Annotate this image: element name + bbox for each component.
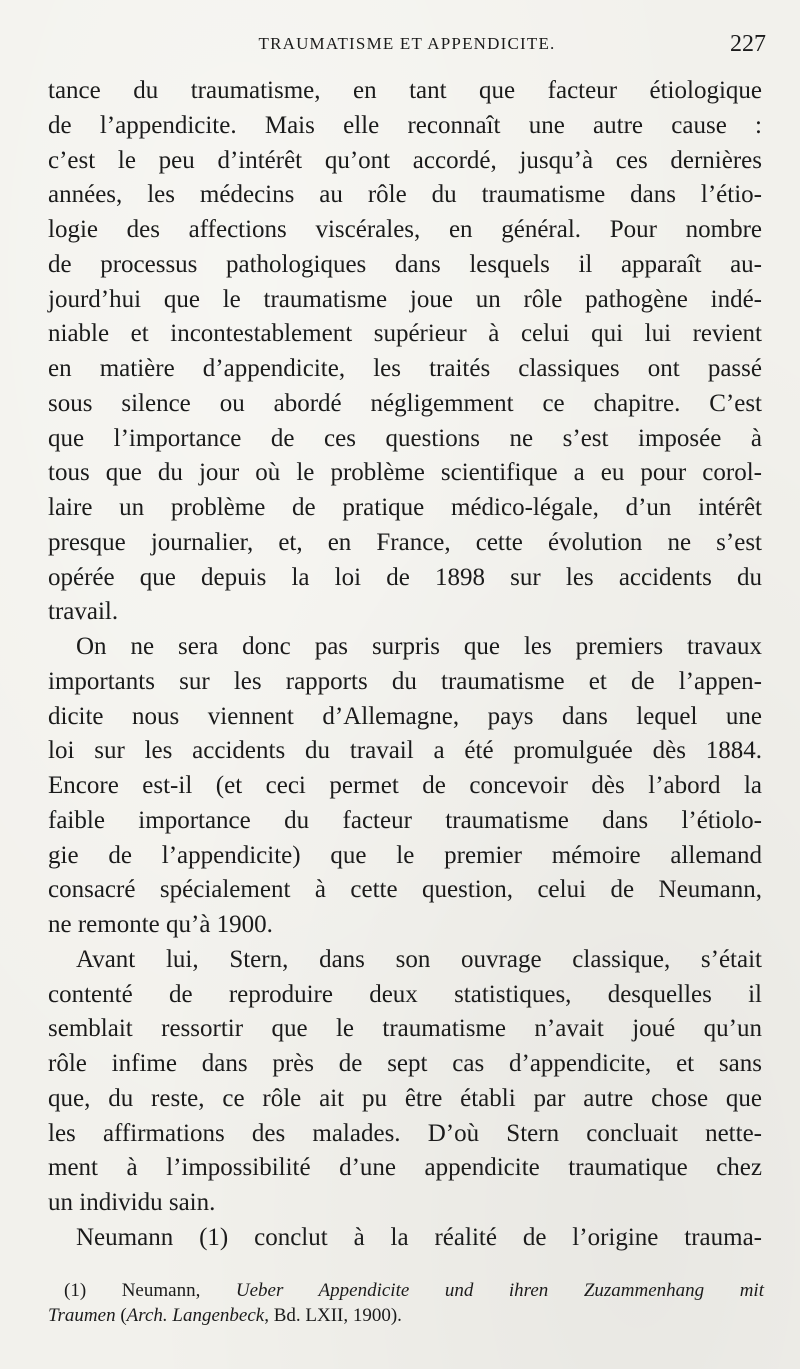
text-line: sous silence ou abordé négligemment ce chapitre. C’est bbox=[48, 389, 762, 417]
text-line: contenté de reproduire deux statistiques, desquelles il bbox=[48, 980, 762, 1008]
text-line: opérée que depuis la loi de 1898 sur les accidents du bbox=[48, 563, 762, 591]
text-line: Avant lui, Stern, dans son ouvrage classique, s’était bbox=[76, 945, 762, 973]
text-line: que l’importance de ces questions ne s’est imposée à bbox=[48, 424, 762, 452]
text-line: tous que du jour où le problème scientifique a eu pour corol- bbox=[48, 459, 762, 487]
text-line: que, du reste, ce rôle ait pu être établi par autre chose que bbox=[48, 1084, 762, 1112]
text-line: consacré spécialement à cette question, celui de Neumann, bbox=[48, 876, 762, 904]
footnote-text: , Bd. LXII, 1900). bbox=[264, 1305, 402, 1326]
footnote-title: Ueber Appendicite und ihren Zuzammenhang mit bbox=[235, 1280, 764, 1301]
text-line: Encore est-il (et ceci permet de concevoir dès l’abord la bbox=[48, 772, 762, 799]
text-line: niable et incontestablement supérieur à celui qui lui revient bbox=[48, 320, 762, 348]
text-line: un individu sain. bbox=[48, 1189, 216, 1216]
text-line: les affirmations des malades. D’où Stern concluait nette- bbox=[48, 1119, 762, 1147]
footnote-line bbox=[64, 1278, 764, 1303]
text-line: presque journalier, et, en France, cette évolution ne s’est bbox=[48, 528, 762, 556]
text-line: c’est le peu d’intérêt qu’ont accordé, jusqu’à ces dernières bbox=[48, 146, 762, 174]
text-line: en matière d’appendicite, les traités classiques ont passé bbox=[48, 355, 762, 382]
text-line: gie de l’appendicite) que le premier mémoire allemand bbox=[48, 841, 762, 869]
text-line: jourd’hui que le traumatisme joue un rôle pathogène indé- bbox=[48, 285, 762, 313]
text-line: faible importance du facteur traumatisme dans l’étiolo- bbox=[48, 806, 762, 834]
text-line: logie des affections viscérales, en général. Pour nombre bbox=[48, 216, 762, 243]
text-line: rôle infime dans près de sept cas d’appendicite, et sans bbox=[48, 1050, 762, 1077]
page-number: 227 bbox=[730, 31, 766, 57]
text-line: années, les médecins au rôle du traumatisme dans l’étio- bbox=[48, 181, 762, 209]
footnote-text: (1) Neumann, bbox=[64, 1280, 236, 1301]
running-title: TRAUMATISME ET APPENDICITE. bbox=[258, 34, 556, 53]
text-line: de l’appendicite. Mais elle reconnaît une autre cause : bbox=[48, 111, 762, 139]
text-line: de processus pathologiques dans lesquels il apparaît au- bbox=[48, 250, 762, 278]
text-line: ne remonte qu’à 1900. bbox=[48, 911, 273, 938]
footnote-journal: Arch. Langenbeck bbox=[126, 1305, 265, 1326]
text-line: Neumann (1) conclut à la réalité de l’origine trauma- bbox=[76, 1223, 762, 1251]
text-line: On ne sera donc pas surpris que les premiers travaux bbox=[76, 633, 762, 660]
footnote-line bbox=[48, 1303, 764, 1328]
text-line: ment à l’impossibilité d’une appendicite traumatique chez bbox=[48, 1154, 762, 1182]
running-head bbox=[48, 31, 766, 62]
body-text bbox=[48, 74, 762, 1256]
text-line: dicite nous viennent d’Allemagne, pays dans lequel une bbox=[48, 702, 762, 730]
text-line: semblait ressortir que le traumatisme n’avait joué qu’un bbox=[48, 1015, 762, 1043]
text-line: loi sur les accidents du travail a été promulguée dès 1884. bbox=[48, 737, 762, 765]
text-line: laire un problème de pratique médico-légale, d’un intérêt bbox=[48, 494, 762, 521]
footnote bbox=[48, 1278, 764, 1328]
footnote-text: ( bbox=[115, 1305, 127, 1326]
text-line: importants sur les rapports du traumatisme et de l’appen- bbox=[48, 667, 762, 695]
text-line: travail. bbox=[48, 598, 119, 626]
text-line: tance du traumatisme, en tant que facteur étiologique bbox=[48, 77, 762, 104]
footnote-title: Traumen bbox=[48, 1305, 116, 1326]
